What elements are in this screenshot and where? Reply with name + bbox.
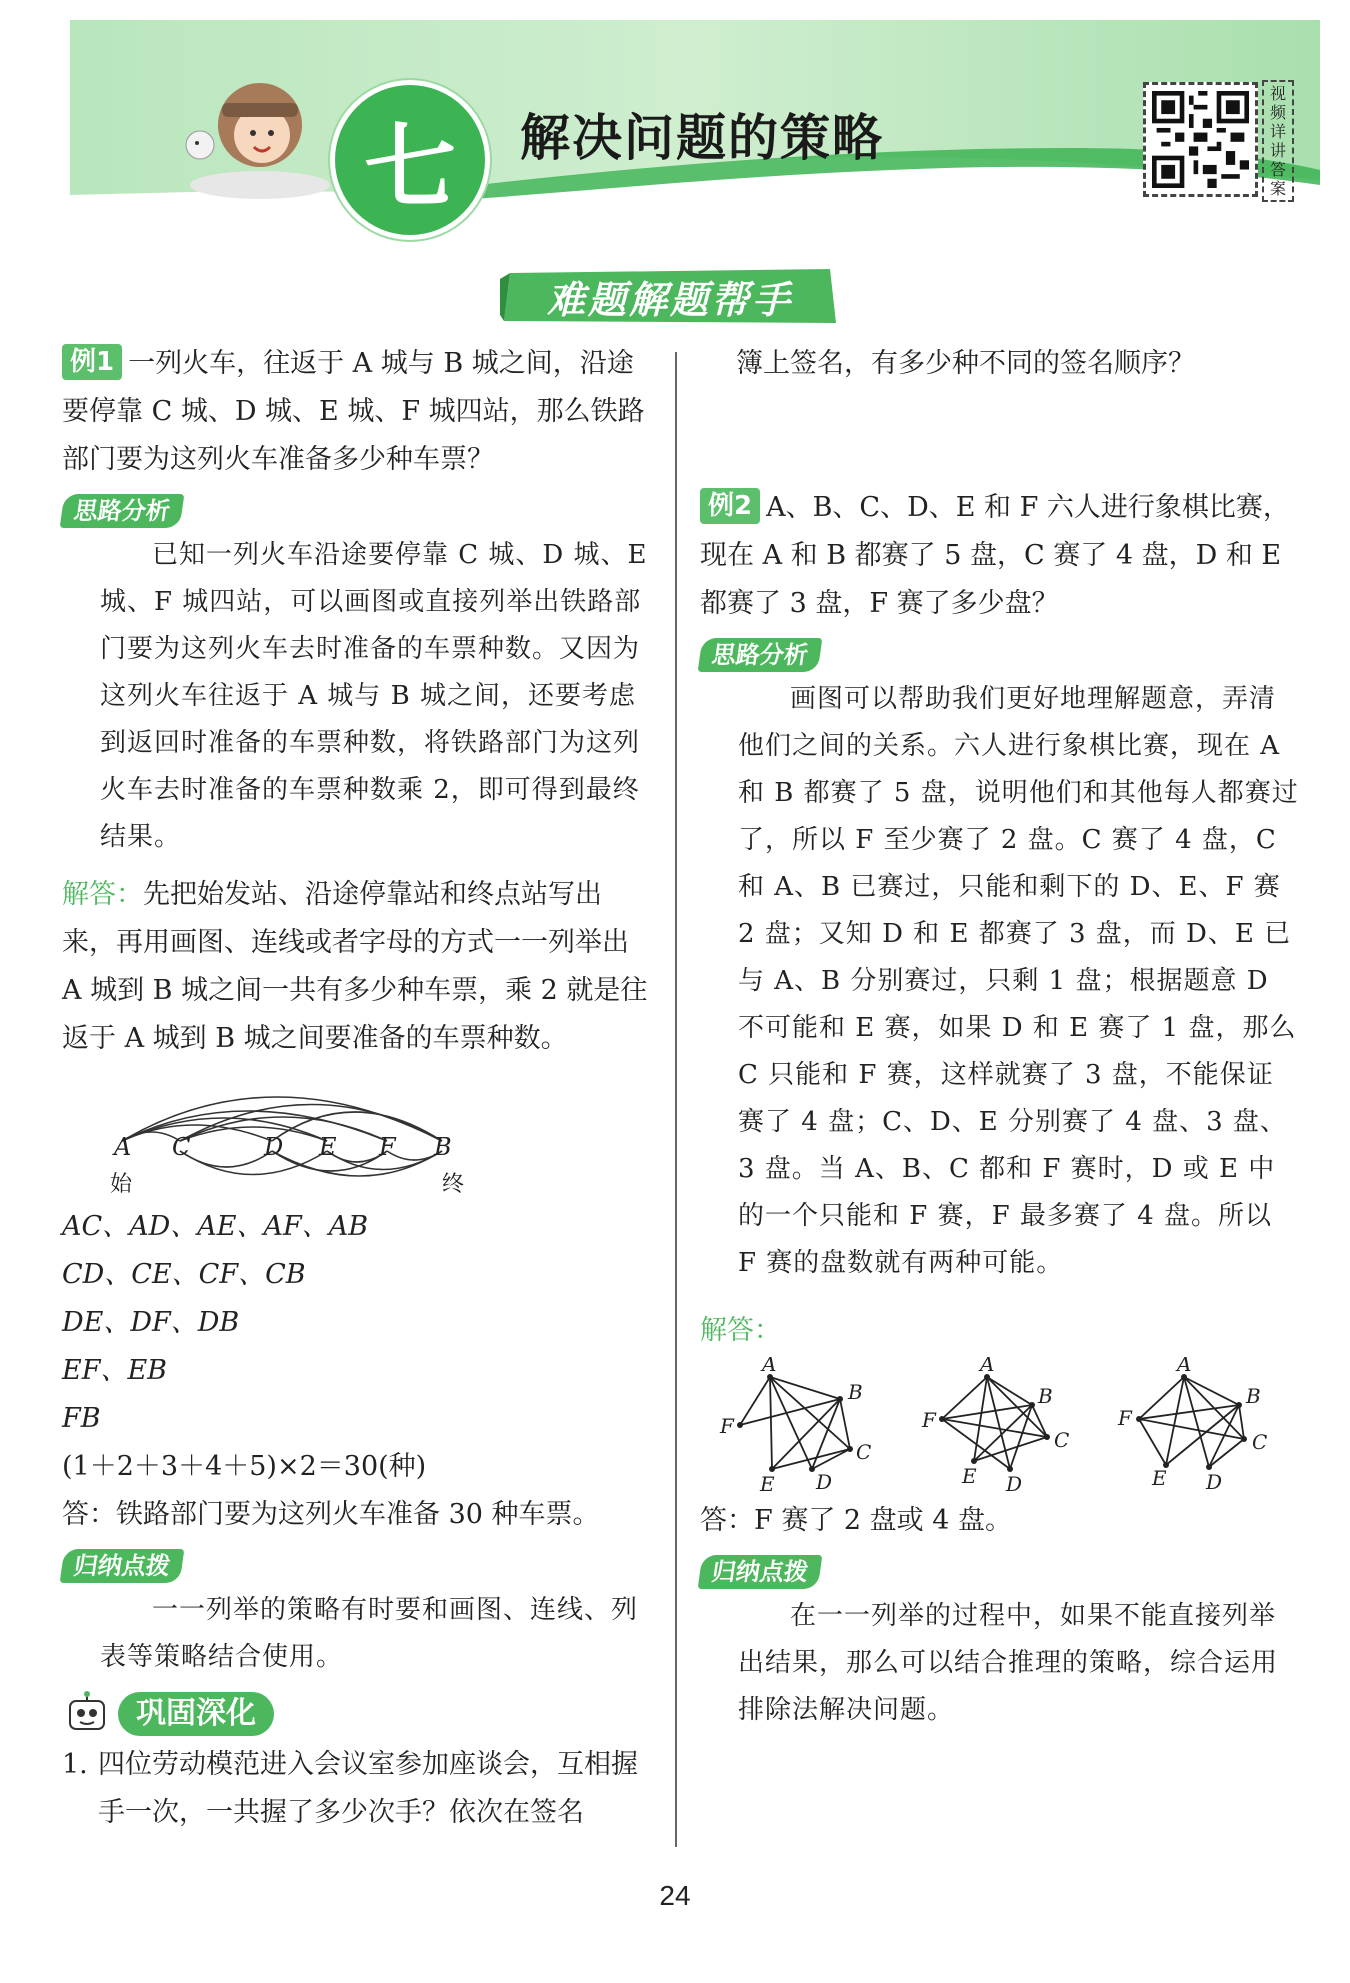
question-1-number: 1. [62, 1749, 88, 1780]
match-graph-3 [1104, 1357, 1284, 1497]
station-label: F [379, 1133, 396, 1161]
station-label: E [319, 1133, 337, 1161]
node-label: D [816, 1470, 833, 1494]
column-divider [675, 352, 677, 1847]
question-1-continued: 簿上签名，有多少种不同的签名顺序？ [736, 348, 1195, 379]
robot-icon [62, 1691, 112, 1737]
banner-title: 难题解题帮手 [546, 277, 793, 322]
mascot-illustration [170, 65, 340, 205]
node-label: A [762, 1357, 777, 1376]
summary-tag-2: 归纳点拨 [698, 1555, 823, 1589]
node-label: E [1152, 1466, 1167, 1490]
end-label: 终 [442, 1172, 465, 1197]
node-label: B [1038, 1384, 1053, 1408]
node-label: F [1118, 1406, 1132, 1430]
analysis-text-2: 画图可以帮助我们更好地理解题意，弄清他们之间的关系。六人进行象棋比赛，现在 A 和 B 都赛了 5 盘，说明他们和其他每人都赛过了，所以 F 至少赛了 2 盘。C 赛了 4 盘，C 和 A、B 已赛过，只能和剩下的 D、E、F 赛 2 盘；又知 D 和 E 都赛了 3 盘，而 D、E 已与 A、B 分别赛过，只剩 1 盘；根据题意 D 不可能和 E 赛，如果 D 和 E 赛了 1 盘，那么 C 只能和 F 赛，这样就赛了 3 盘，不能保证赛了 4 盘；C、D、E 分别赛了 4 盘、3 盘、3 盘。当 A、B、C 都和 F 赛时，D 或 E 中的一个只能和 F 赛，F 最多赛了 4 盘。所以 F 赛的盘数就有两种可能。 [738, 684, 1299, 1278]
conclusion-1: 答：铁路部门要为这列火车准备 30 种车票。 [62, 1499, 600, 1530]
analysis-tag-2: 思路分析 [698, 638, 823, 672]
answer-label-2: 解答： [700, 1315, 781, 1346]
chapter-header [70, 20, 1320, 221]
example-1-text: 一列火车，往返于 A 城与 B 城之间，沿途要停靠 C 城、D 城、E 城、F 城四站，那么铁路部门要为这列火车准备多少种车票？ [62, 348, 645, 475]
example-2-tag: 例2 [700, 488, 760, 524]
node-label: B [848, 1380, 863, 1404]
chapter-number-badge [330, 80, 490, 240]
node-label: D [1006, 1472, 1023, 1496]
qr-code[interactable] [1143, 82, 1258, 197]
match-graphs [700, 1357, 1300, 1497]
right-column [700, 340, 1300, 1734]
ticket-list [62, 1203, 652, 1443]
left-column [62, 340, 652, 1837]
practice-heading: 巩固深化 [118, 1692, 274, 1736]
answer-1 [62, 871, 652, 1063]
match-graph-1 [700, 1357, 880, 1497]
list-item: DE、DF、DB [62, 1307, 240, 1338]
answer-label-1: 解答： [62, 879, 143, 910]
analysis-tag-1: 思路分析 [60, 494, 185, 528]
node-label: C [1252, 1430, 1268, 1454]
example-2-text: A、B、C、D、E 和 F 六人进行象棋比赛，现在 A 和 B 都赛了 5 盘，C 赛了 4 盘，D 和 E 都赛了 3 盘，F 赛了多少盘？ [700, 492, 1290, 619]
list-item: FB [62, 1403, 101, 1434]
node-label: B [1246, 1384, 1261, 1408]
node-label: A [1177, 1357, 1192, 1376]
node-label: E [962, 1464, 977, 1488]
node-label: F [922, 1408, 936, 1432]
summary-text-2: 在一一列举的过程中，如果不能直接列举出结果，那么可以结合推理的策略，综合运用排除法解决问题。 [738, 1601, 1279, 1725]
chapter-title: 解决问题的策略 [520, 109, 884, 167]
practice-section-header [62, 1691, 652, 1737]
example-2 [700, 484, 1300, 628]
list-item: AC、AD、AE、AF、AB [62, 1211, 369, 1242]
summary-tag-1: 归纳点拨 [60, 1549, 185, 1583]
station-label: D [264, 1133, 284, 1161]
node-label: C [1054, 1428, 1070, 1452]
page-number: 24 [659, 1880, 691, 1911]
question-1 [62, 1741, 652, 1837]
summary-text-1: 一一列举的策略有时要和画图、连线、列表等策略结合使用。 [100, 1595, 639, 1672]
station-label: A [114, 1133, 132, 1161]
node-label: E [760, 1472, 775, 1496]
list-item: CD、CE、CF、CB [62, 1259, 306, 1290]
node-label: F [720, 1414, 734, 1438]
start-label: 始 [110, 1172, 133, 1197]
example-1-tag: 例1 [62, 344, 122, 380]
chapter-number: 七 [363, 114, 456, 221]
conclusion-2: 答：F 赛了 2 盘或 4 盘。 [700, 1505, 1013, 1536]
analysis-text-1: 已知一列火车沿途要停靠 C 城、D 城、E 城、F 城四站，可以画图或直接列举出铁路部门要为这列火车去时准备的车票种数。又因为这列火车往返于 A 城与 B 城之间，还要考虑到返回时准备的车票种数，将铁路部门为这列火车去时准备的车票种数乘 2，即可得到最终结果。 [100, 540, 648, 852]
node-label: D [1206, 1470, 1223, 1494]
node-label: A [980, 1357, 995, 1376]
answer-text-1: 先把始发站、沿途停靠站和终点站写出来，再用画图、连线或者字母的方式一一列举出 A 城到 B 城之间一共有多少种车票，乘 2 就是往返于 A 城到 B 城之间要准备的车票种数。 [62, 879, 648, 1054]
node-label: C [856, 1440, 872, 1464]
qr-code-icon [1152, 91, 1249, 188]
list-item: EF、EB [62, 1355, 167, 1386]
formula: (1＋2＋3＋4＋5)×2＝30(种) [62, 1451, 427, 1482]
match-graph-2 [902, 1357, 1082, 1497]
route-diagram [92, 1073, 512, 1203]
section-banner [500, 265, 840, 327]
station-label: B [434, 1133, 452, 1161]
station-label: C [172, 1133, 191, 1161]
example-1 [62, 340, 652, 484]
qr-label: 视频详讲答案 [1262, 80, 1294, 202]
question-1-text: 四位劳动模范进入会议室参加座谈会，互相握手一次，一共握了多少次手？依次在签名 [98, 1749, 638, 1828]
